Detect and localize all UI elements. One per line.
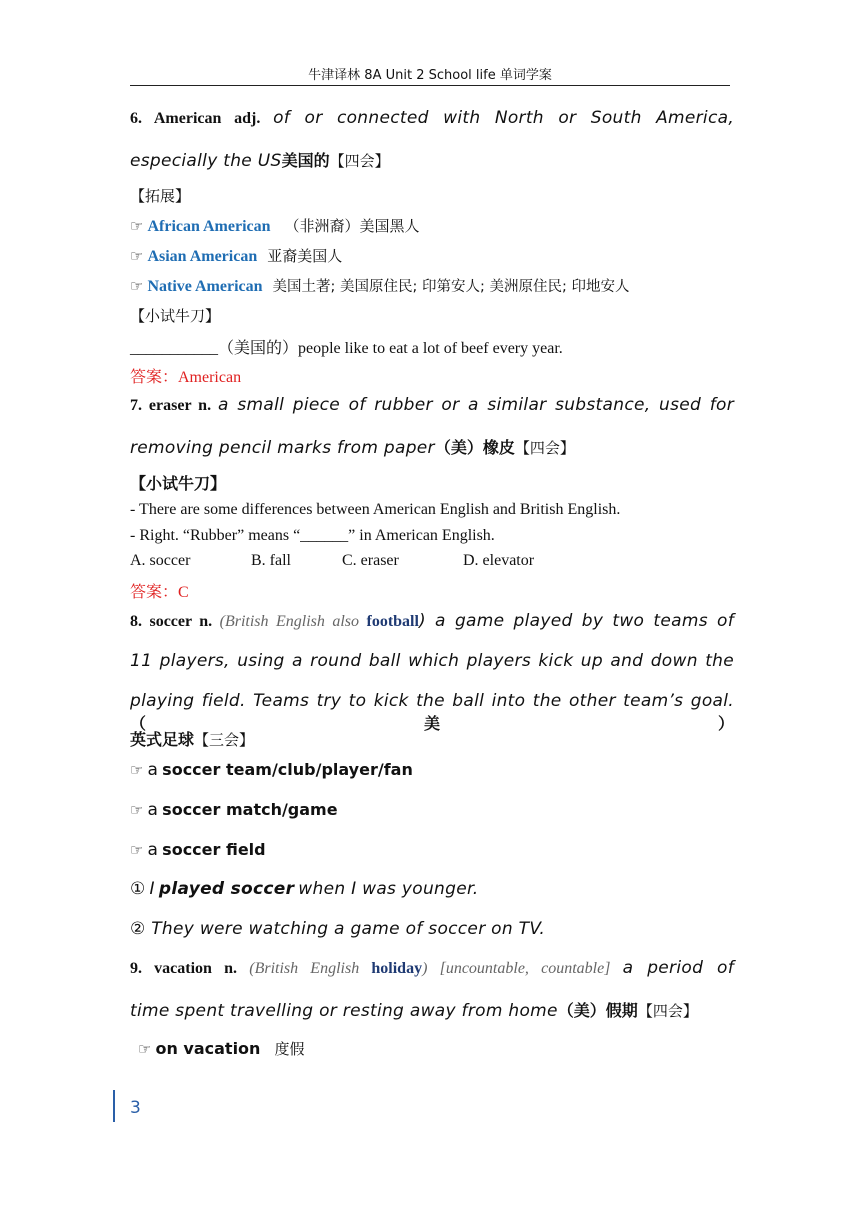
entry9-line2 <box>130 998 734 1021</box>
entry8-headword: 8. soccer n. <box>130 613 213 630</box>
pointer-icon: ☞ <box>130 801 144 819</box>
entry7-try-title: 【小试牛刀】 <box>130 474 227 493</box>
entry8-example-1 <box>130 879 734 899</box>
expand-cn: 亚裔美国人 <box>267 247 343 265</box>
entry9-definition-2: time spent travelling or resting away from home <box>130 1001 558 1021</box>
expand-term: Native American <box>147 278 263 295</box>
option-a: A. soccer <box>130 552 191 569</box>
entry9-note: (British English <box>249 960 360 977</box>
entry8-example-2: ② They were watching a game of soccer on TV. <box>130 919 546 939</box>
entry6-exercise: ___________（美国的）people like to eat a lot of beef every year. <box>130 340 563 357</box>
phrase-cn: 度假 <box>274 1040 305 1058</box>
entry9-line1 <box>130 958 734 978</box>
entry8-cn-tag: （美） <box>130 714 734 733</box>
phrase-text: soccer match/game <box>162 800 338 819</box>
option-b: B. fall <box>251 552 291 569</box>
entry9-note-word: holiday <box>371 960 423 977</box>
entry9-bracket: [uncountable, countable] <box>439 960 611 977</box>
header-divider <box>130 85 730 86</box>
entry7-dialog-1: - There are some differences between American English and British English. <box>130 501 621 518</box>
entry9-cn-meaning: （美）假期 <box>557 1001 638 1020</box>
entry6-cn-meaning: 美国的 <box>281 151 330 170</box>
entry6-line1 <box>130 108 734 128</box>
entry9-note-close: ) <box>422 960 428 977</box>
pointer-icon: ☞ <box>130 841 144 859</box>
phrase-text: soccer field <box>162 840 266 859</box>
entry6-level: 【四会】 <box>329 152 390 170</box>
phrase-article: a <box>147 800 159 820</box>
option-c: C. eraser <box>342 552 399 569</box>
entry7-definition-1: a small piece of rubber or a similar substance, used for <box>218 395 735 415</box>
entry7-dialog-2: - Right. “Rubber” means “______” in American English. <box>130 527 495 544</box>
page-header: 牛津译林 8A Unit 2 School life 单词学案 <box>308 68 552 83</box>
pointer-icon: ☞ <box>130 761 144 779</box>
example-bold: played soccer <box>158 879 295 899</box>
entry6-expand-title: 【拓展】 <box>130 187 191 205</box>
entry8-definition-3: playing field. Teams try to kick the ball into the other team’s goal. <box>130 691 734 711</box>
entry8-phrase-3 <box>130 840 734 860</box>
entry8-phrase-2 <box>130 800 734 820</box>
phrase-text: on vacation <box>155 1039 261 1058</box>
entry7-answer: 答案：C <box>130 584 189 601</box>
page-number: 3 <box>130 1098 141 1118</box>
phrase-article: a <box>147 840 159 860</box>
entry9-phrase <box>138 1038 742 1059</box>
page-number-bar <box>113 1090 115 1122</box>
expand-cn: 美国土著; 美国原住民; 印第安人; 美洲原住民; 印地安人 <box>272 279 630 295</box>
entry8-line4 <box>130 727 734 750</box>
entry8-level: 【三会】 <box>194 731 255 749</box>
entry6-definition-1: of or connected with North or South America, <box>273 108 735 128</box>
entry6-line2 <box>130 148 734 171</box>
entry6-definition-2: especially the US <box>130 151 282 171</box>
entry7-definition-2: removing pencil marks from paper <box>130 438 435 458</box>
pointer-icon: ☞ <box>138 1040 152 1058</box>
entry6-expand-item-2 <box>130 245 734 266</box>
entry7-headword: 7. eraser n. <box>130 397 212 414</box>
example-pre: I <box>149 879 155 899</box>
pointer-icon: ☞ <box>130 277 144 295</box>
example-post: when I was younger. <box>298 879 479 899</box>
entry9-level: 【四会】 <box>637 1002 698 1020</box>
pointer-icon: ☞ <box>130 217 144 235</box>
entry9-headword: 9. vacation n. <box>130 960 238 977</box>
entry8-phrase-1 <box>130 760 734 780</box>
entry7-level: 【四会】 <box>514 439 575 457</box>
expand-term: African American <box>147 218 271 235</box>
entry8-definition-1: ) a game played by two teams of <box>418 611 735 631</box>
entry6-headword: 6. American adj. <box>130 110 261 127</box>
entry8-note: (British English also <box>219 613 360 630</box>
phrase-article: a <box>147 760 159 780</box>
entry8-definition-2: 11 players, using a round ball which players kick up and down the <box>130 651 734 671</box>
entry6-expand-item-3 <box>130 275 734 296</box>
entry6-answer: 答案：American <box>130 369 242 386</box>
expand-cn: （非洲裔）美国黑人 <box>284 217 420 235</box>
pointer-icon: ☞ <box>130 247 144 265</box>
entry7-options <box>130 552 734 570</box>
example-number: ① <box>130 879 146 899</box>
entry7-line2 <box>130 435 734 458</box>
entry6-try-title: 【小试牛刀】 <box>130 307 221 325</box>
entry9-definition-1: a period of <box>622 958 735 978</box>
entry6-expand-item-1 <box>130 215 734 236</box>
entry7-line1 <box>130 395 734 415</box>
entry8-note-word: football <box>366 613 419 630</box>
entry7-cn-meaning: （美）橡皮 <box>434 438 515 457</box>
phrase-text: soccer team/club/player/fan <box>162 760 413 779</box>
entry8-line1 <box>130 611 734 631</box>
entry8-cn-meaning: 英式足球 <box>130 730 195 749</box>
option-d: D. elevator <box>463 552 535 569</box>
expand-term: Asian American <box>147 248 258 265</box>
